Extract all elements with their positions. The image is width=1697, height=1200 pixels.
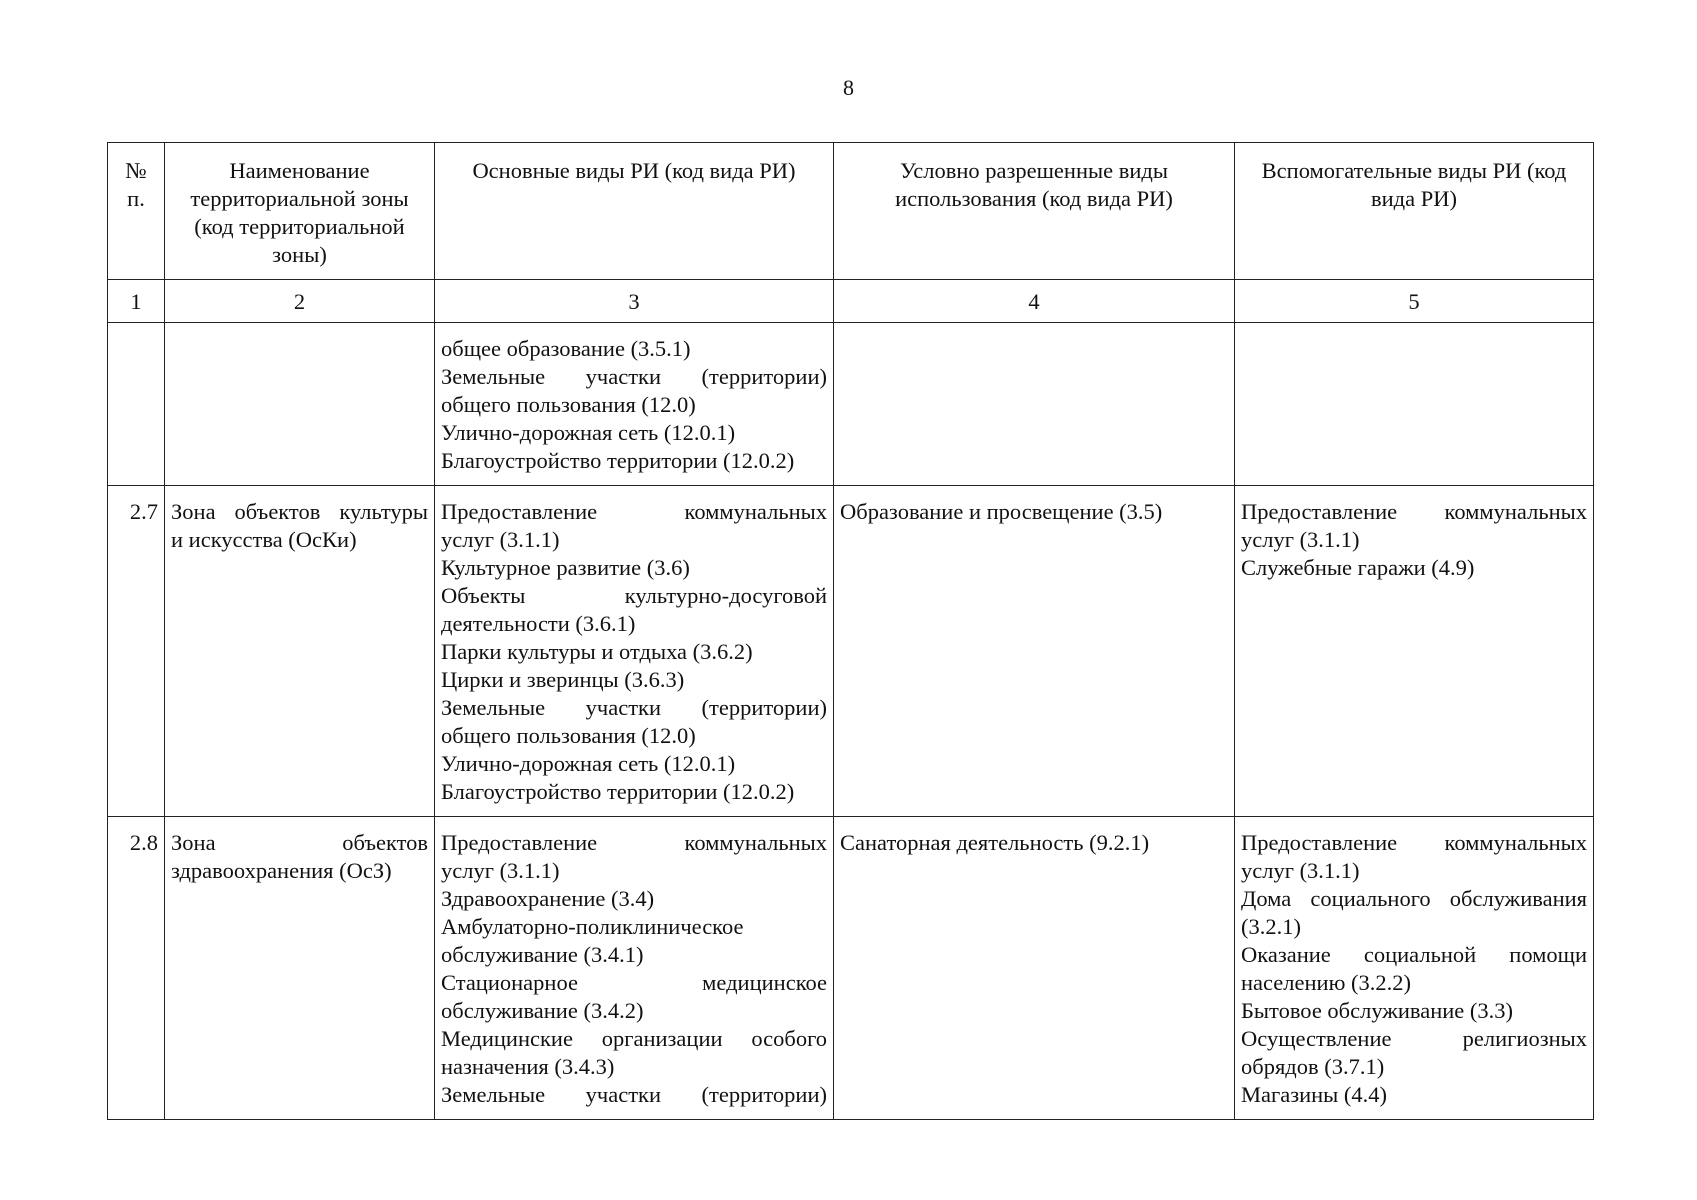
cell-text-line: Улично-дорожная сеть (12.0.1) (441, 420, 736, 445)
row-number: 2.8 (108, 817, 165, 1120)
cell-text-line: Зона объектов (171, 830, 428, 855)
table-header-row (108, 143, 1594, 280)
index-cell: 4 (834, 280, 1235, 323)
header-zone-name: Наименование территориальной зоны (код территориальной зоны) (165, 143, 435, 280)
cell-text-line: Земельные участки (территории) (441, 695, 827, 720)
index-cell: 3 (435, 280, 834, 323)
table-row (108, 486, 1594, 817)
cell-text-line: Земельные участки (территории) (441, 1082, 827, 1107)
cell-text-line: обслуживание (3.4.2) (441, 998, 644, 1023)
cell-text-line: Земельные участки (территории) (441, 364, 827, 389)
cell-text-line: услуг (3.1.1) (1241, 527, 1360, 552)
index-cell: 5 (1235, 280, 1594, 323)
page-number: 8 (843, 75, 854, 100)
main-uses-cell (435, 817, 834, 1120)
index-cell: 1 (108, 280, 165, 323)
cell-text-line: населению (3.2.2) (1241, 970, 1411, 995)
conditional-uses-cell (834, 486, 1235, 817)
table-row (108, 817, 1594, 1120)
cell-text-line: обрядов (3.7.1) (1241, 1054, 1385, 1079)
cell-text-line: Предоставление коммунальных (441, 499, 827, 524)
cell-text-line: услуг (3.1.1) (441, 527, 560, 552)
cell-text-line: Благоустройство территории (12.0.2) (441, 448, 795, 473)
cell-text-line: и искусства (ОсКи) (171, 527, 357, 552)
table-index-row (108, 280, 1594, 323)
auxiliary-uses-cell (1235, 817, 1594, 1120)
index-cell: 2 (165, 280, 435, 323)
cell-text-line: обслуживание (3.4.1) (441, 942, 644, 967)
cell-text-line: Амбулаторно-поликлиническое (441, 914, 744, 939)
cell-text-line: Объекты культурно-досуговой (441, 583, 827, 608)
header-conditional-uses: Условно разрешенные виды использования (код вида РИ) (834, 143, 1235, 280)
zone-name-cell (165, 817, 435, 1120)
cell-text-line: Служебные гаражи (4.9) (1241, 555, 1475, 580)
main-uses-cell (435, 486, 834, 817)
header-auxiliary-uses: Вспомогательные виды РИ (код вида РИ) (1235, 143, 1594, 280)
cell-text-line: Здравоохранение (3.4) (441, 886, 655, 911)
cell-text-line: (3.2.1) (1241, 914, 1301, 939)
cell-text-line: Улично-дорожная сеть (12.0.1) (441, 751, 736, 776)
zone-name-cell (165, 323, 435, 486)
main-uses-cell (435, 323, 834, 486)
cell-text-line: Культурное развитие (3.6) (441, 555, 690, 580)
cell-text-line: Парки культуры и отдыха (3.6.2) (441, 639, 753, 664)
cell-text-line: Магазины (4.4) (1241, 1082, 1388, 1107)
cell-text-line: услуг (3.1.1) (1241, 858, 1360, 883)
auxiliary-uses-cell (1235, 323, 1594, 486)
cell-text-line: Бытовое обслуживание (3.3) (1241, 998, 1513, 1023)
cell-text-line: Дома социального обслуживания (1241, 886, 1587, 911)
auxiliary-uses-cell (1235, 486, 1594, 817)
cell-text-line: общего пользования (12.0) (441, 723, 696, 748)
conditional-uses-cell (834, 323, 1235, 486)
cell-text-line: общего пользования (12.0) (441, 392, 696, 417)
cell-text-line: Предоставление коммунальных (441, 830, 827, 855)
cell-text-line: Медицинские организации особого (441, 1026, 827, 1051)
cell-text-line: Осуществление религиозных (1241, 1026, 1587, 1051)
row-number: 2.7 (108, 486, 165, 817)
cell-text-line: Стационарное медицинское (441, 970, 827, 995)
cell-text-line: общее образование (3.5.1) (441, 336, 691, 361)
cell-text-line: Санаторная деятельность (9.2.1) (840, 830, 1150, 855)
cell-text-line: услуг (3.1.1) (441, 858, 560, 883)
header-main-uses: Основные виды РИ (код вида РИ) (435, 143, 834, 280)
table-row (108, 323, 1594, 486)
cell-text-line: Предоставление коммунальных (1241, 499, 1587, 524)
cell-text-line: деятельности (3.6.1) (441, 611, 636, 636)
cell-text-line: Предоставление коммунальных (1241, 830, 1587, 855)
header-num: № п. (108, 143, 165, 280)
cell-text-line: назначения (3.4.3) (441, 1054, 615, 1079)
cell-text-line: Образование и просвещение (3.5) (840, 499, 1163, 524)
cell-text-line: Оказание социальной помощи (1241, 942, 1587, 967)
row-number (108, 323, 165, 486)
cell-text-line: Цирки и зверинцы (3.6.3) (441, 667, 685, 692)
zone-name-cell (165, 486, 435, 817)
conditional-uses-cell (834, 817, 1235, 1120)
cell-text-line: здравоохранения (ОсЗ) (171, 858, 392, 883)
cell-text-line: Благоустройство территории (12.0.2) (441, 779, 795, 804)
cell-text-line: Зона объектов культуры (171, 499, 428, 524)
zones-table (107, 142, 1594, 1120)
